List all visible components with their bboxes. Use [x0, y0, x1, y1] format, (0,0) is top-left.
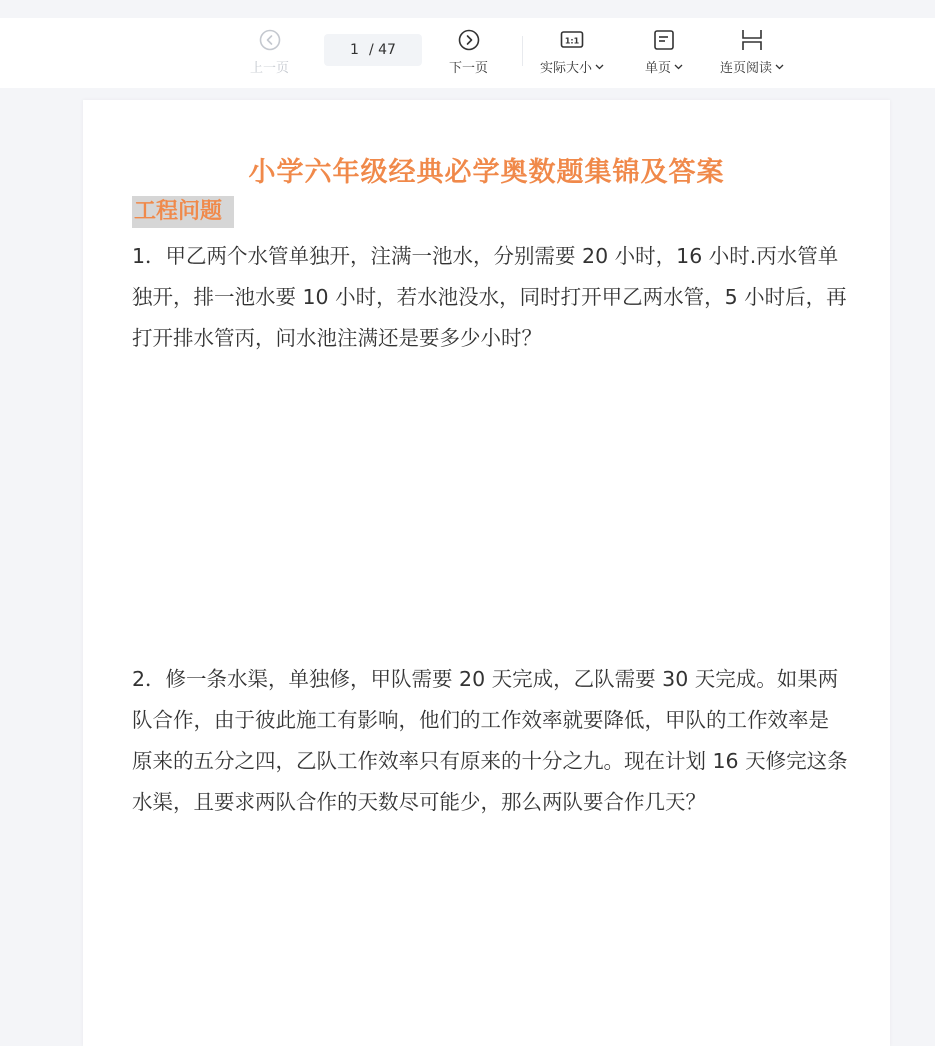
- chevron-down-icon: [775, 59, 784, 74]
- single-page-icon: [653, 28, 675, 52]
- continuous-read-label: 连页阅读: [720, 61, 773, 76]
- document-title: 小学六年级经典必学奥数题集锦及答案: [248, 157, 725, 188]
- one-to-one-icon: [560, 28, 584, 52]
- top-strip: [0, 0, 935, 18]
- actual-size-label: 实际大小: [540, 61, 593, 76]
- actual-size-button[interactable]: [540, 28, 604, 76]
- continuous-page-icon: [741, 28, 763, 52]
- circle-chevron-right-icon: [458, 28, 480, 52]
- chevron-down-icon: [595, 59, 604, 74]
- single-page-button[interactable]: [645, 28, 683, 76]
- next-page-button[interactable]: [449, 28, 488, 76]
- next-page-label: 下一页: [449, 61, 489, 76]
- question-1: 1．甲乙两个水管单独开，注满一池水，分别需要 20 小时，16 小时.丙水管单独开，排一池水要 10 小时，若水池没水，同时打开甲乙两水管，5 小时后，再打开排水管丙，问水池注满还是要多少小时？: [132, 244, 847, 350]
- continuous-read-button[interactable]: [720, 28, 784, 76]
- reader-toolbar: [0, 18, 935, 88]
- chevron-down-icon: [674, 59, 683, 74]
- single-page-label: 单页: [645, 61, 672, 76]
- prev-page-button[interactable]: [250, 28, 289, 76]
- current-page-input[interactable]: 1: [350, 42, 359, 58]
- toolbar-divider: [522, 36, 523, 66]
- circle-chevron-left-icon: [259, 28, 281, 52]
- prev-page-label: 上一页: [250, 61, 290, 76]
- svg-text:1:1: 1:1: [564, 36, 580, 46]
- question-2: 2．修一条水渠，单独修，甲队需要 20 天完成，乙队需要 30 天完成。如果两队合作，由于彼此施工有影响，他们的工作效率就要降低，甲队的工作效率是原来的五分之四，乙队工作效率只有原来的十分之九。现在计划 16 天修完这条水渠，且要求两队合作的天数尽可能少，那么两队要合作几天？: [132, 667, 848, 814]
- page-indicator[interactable]: [324, 34, 422, 66]
- section-heading: 工程问题: [132, 196, 234, 228]
- total-pages: / 47: [368, 42, 396, 58]
- document-page: [83, 100, 890, 1046]
